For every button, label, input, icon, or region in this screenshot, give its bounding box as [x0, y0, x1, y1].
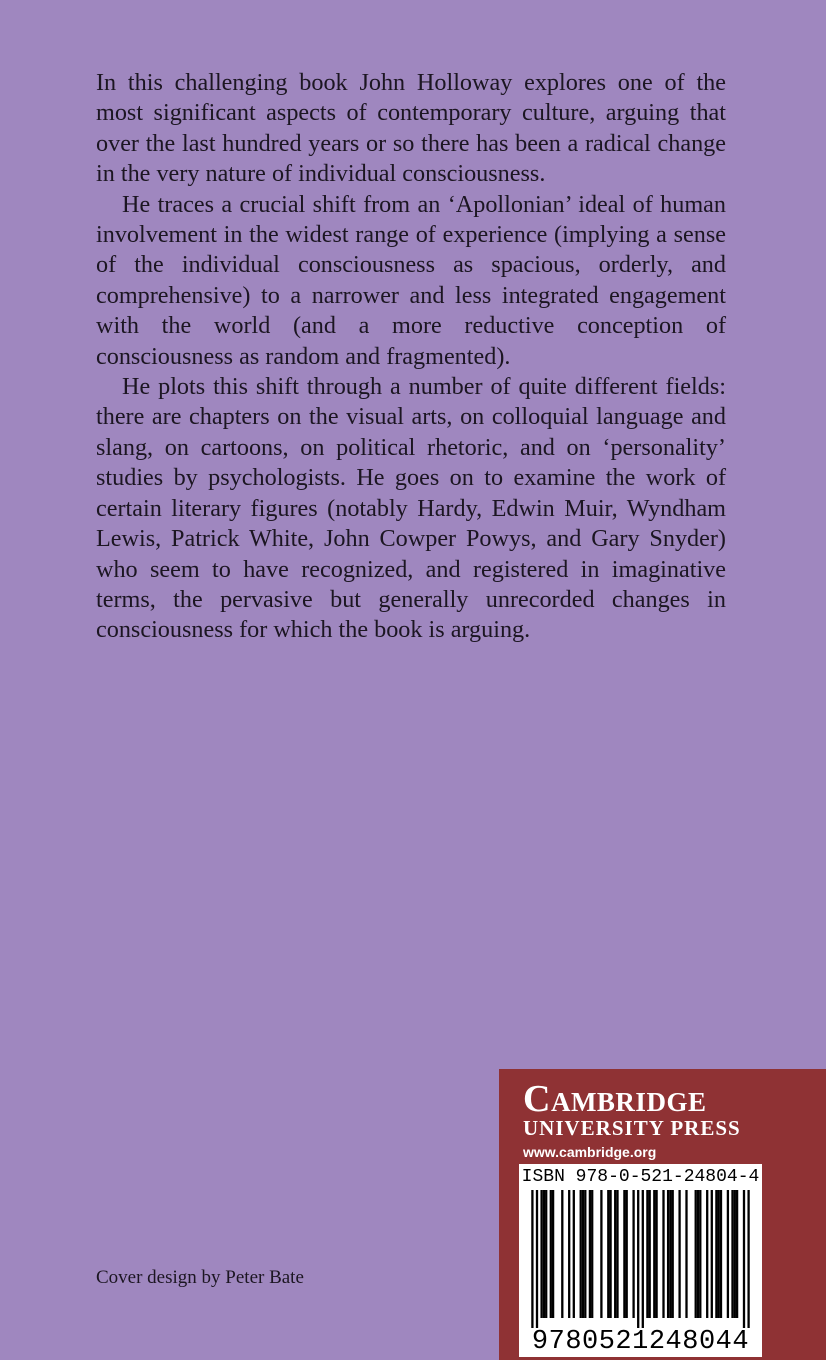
- barcode-bar: [600, 1190, 602, 1318]
- barcode-bar: [706, 1190, 708, 1318]
- barcode-bar: [545, 1190, 547, 1318]
- barcode-bar: [653, 1190, 655, 1318]
- barcode-bar: [591, 1190, 593, 1318]
- barcode-bar: [550, 1190, 552, 1318]
- blurb-paragraph-2: He traces a crucial shift from an ‘Apollonian’ ideal of human involvement in the widest range of experience (implying a sense of the individual consciousness as spacious, orderly, and comprehensive) to a narrower and less integrated engagement with the world (and a more reductive conception of consciousness as random and fragmented).: [96, 190, 726, 370]
- barcode-bar: [637, 1190, 639, 1328]
- barcode-bar: [736, 1190, 738, 1318]
- barcode: [519, 1164, 762, 1357]
- publisher-url: www.cambridge.org: [523, 1144, 657, 1160]
- barcode-bar: [646, 1190, 648, 1318]
- barcode-bar: [695, 1190, 697, 1318]
- barcode-bar: [609, 1190, 611, 1318]
- barcode-bar: [632, 1190, 634, 1318]
- barcode-bar: [699, 1190, 701, 1318]
- barcode-bar: [649, 1190, 651, 1318]
- barcode-bar: [584, 1190, 586, 1318]
- barcode-bar: [697, 1190, 699, 1318]
- blurb-paragraph-1: In this challenging book John Holloway explores one of the most significant aspects of contemporary culture, arguing that over the last hundred years or so there has been a radical change in the very nature of individual consciousness.: [96, 69, 726, 188]
- publisher-panel: [499, 1069, 826, 1360]
- barcode-bar: [623, 1190, 625, 1318]
- barcode-bar: [678, 1190, 680, 1318]
- barcode-bar: [731, 1190, 733, 1318]
- barcode-bar: [616, 1190, 618, 1318]
- barcode-digits: 9780521248044: [531, 1327, 750, 1357]
- barcode-bar: [747, 1190, 749, 1328]
- barcode-bar: [614, 1190, 616, 1318]
- barcode-bar: [536, 1190, 538, 1328]
- barcode-bar: [531, 1190, 533, 1328]
- barcode-bar: [662, 1190, 664, 1318]
- barcode-bar: [642, 1190, 644, 1328]
- barcode-bar: [727, 1190, 729, 1318]
- barcode-bar: [543, 1190, 545, 1318]
- barcode-bar: [720, 1190, 722, 1318]
- barcode-bar: [669, 1190, 671, 1318]
- blurb-paragraph-3: He plots this shift through a number of quite different fields: there are chapters on the visual arts, on colloquial language and slang, on cartoons, on political rhetoric, and on ‘personality’ studies by psychologists. He goes on to examine the work of certain literary figures (notably Hardy, Edwin Muir, Wyndham Lewis, Patrick White, John Cowper Powys, and Gary Snyder) who seem to have recognized, and registered in imaginative terms, the pervasive but generally unrecorded changes in consciousness for which the book is arguing.: [96, 373, 726, 644]
- barcode-bar: [743, 1190, 745, 1328]
- barcode-bar: [655, 1190, 657, 1318]
- barcode-bar: [685, 1190, 687, 1318]
- barcode-bar: [607, 1190, 609, 1318]
- barcode-bar: [568, 1190, 570, 1318]
- barcode-bar: [561, 1190, 563, 1318]
- barcode-bars: [519, 1190, 762, 1328]
- barcode-bar: [626, 1190, 628, 1318]
- barcode-bar: [718, 1190, 720, 1318]
- barcode-bar: [734, 1190, 736, 1318]
- barcode-bar: [573, 1190, 575, 1318]
- barcode-bar: [672, 1190, 674, 1318]
- cover-credit: Cover design by Peter Bate: [96, 1267, 304, 1288]
- publisher-name: Cambridge: [523, 1078, 707, 1120]
- isbn-label: ISBN 978-0-521-24804-4: [521, 1167, 760, 1187]
- barcode-bar: [540, 1190, 542, 1318]
- barcode-bar: [582, 1190, 584, 1318]
- barcode-bar: [667, 1190, 669, 1318]
- barcode-bar: [552, 1190, 554, 1318]
- barcode-bar: [715, 1190, 717, 1318]
- blurb-text: [96, 68, 726, 646]
- barcode-bar: [589, 1190, 591, 1318]
- barcode-bar: [580, 1190, 582, 1318]
- publisher-subtitle: UNIVERSITY PRESS: [523, 1116, 741, 1140]
- barcode-bar: [711, 1190, 713, 1318]
